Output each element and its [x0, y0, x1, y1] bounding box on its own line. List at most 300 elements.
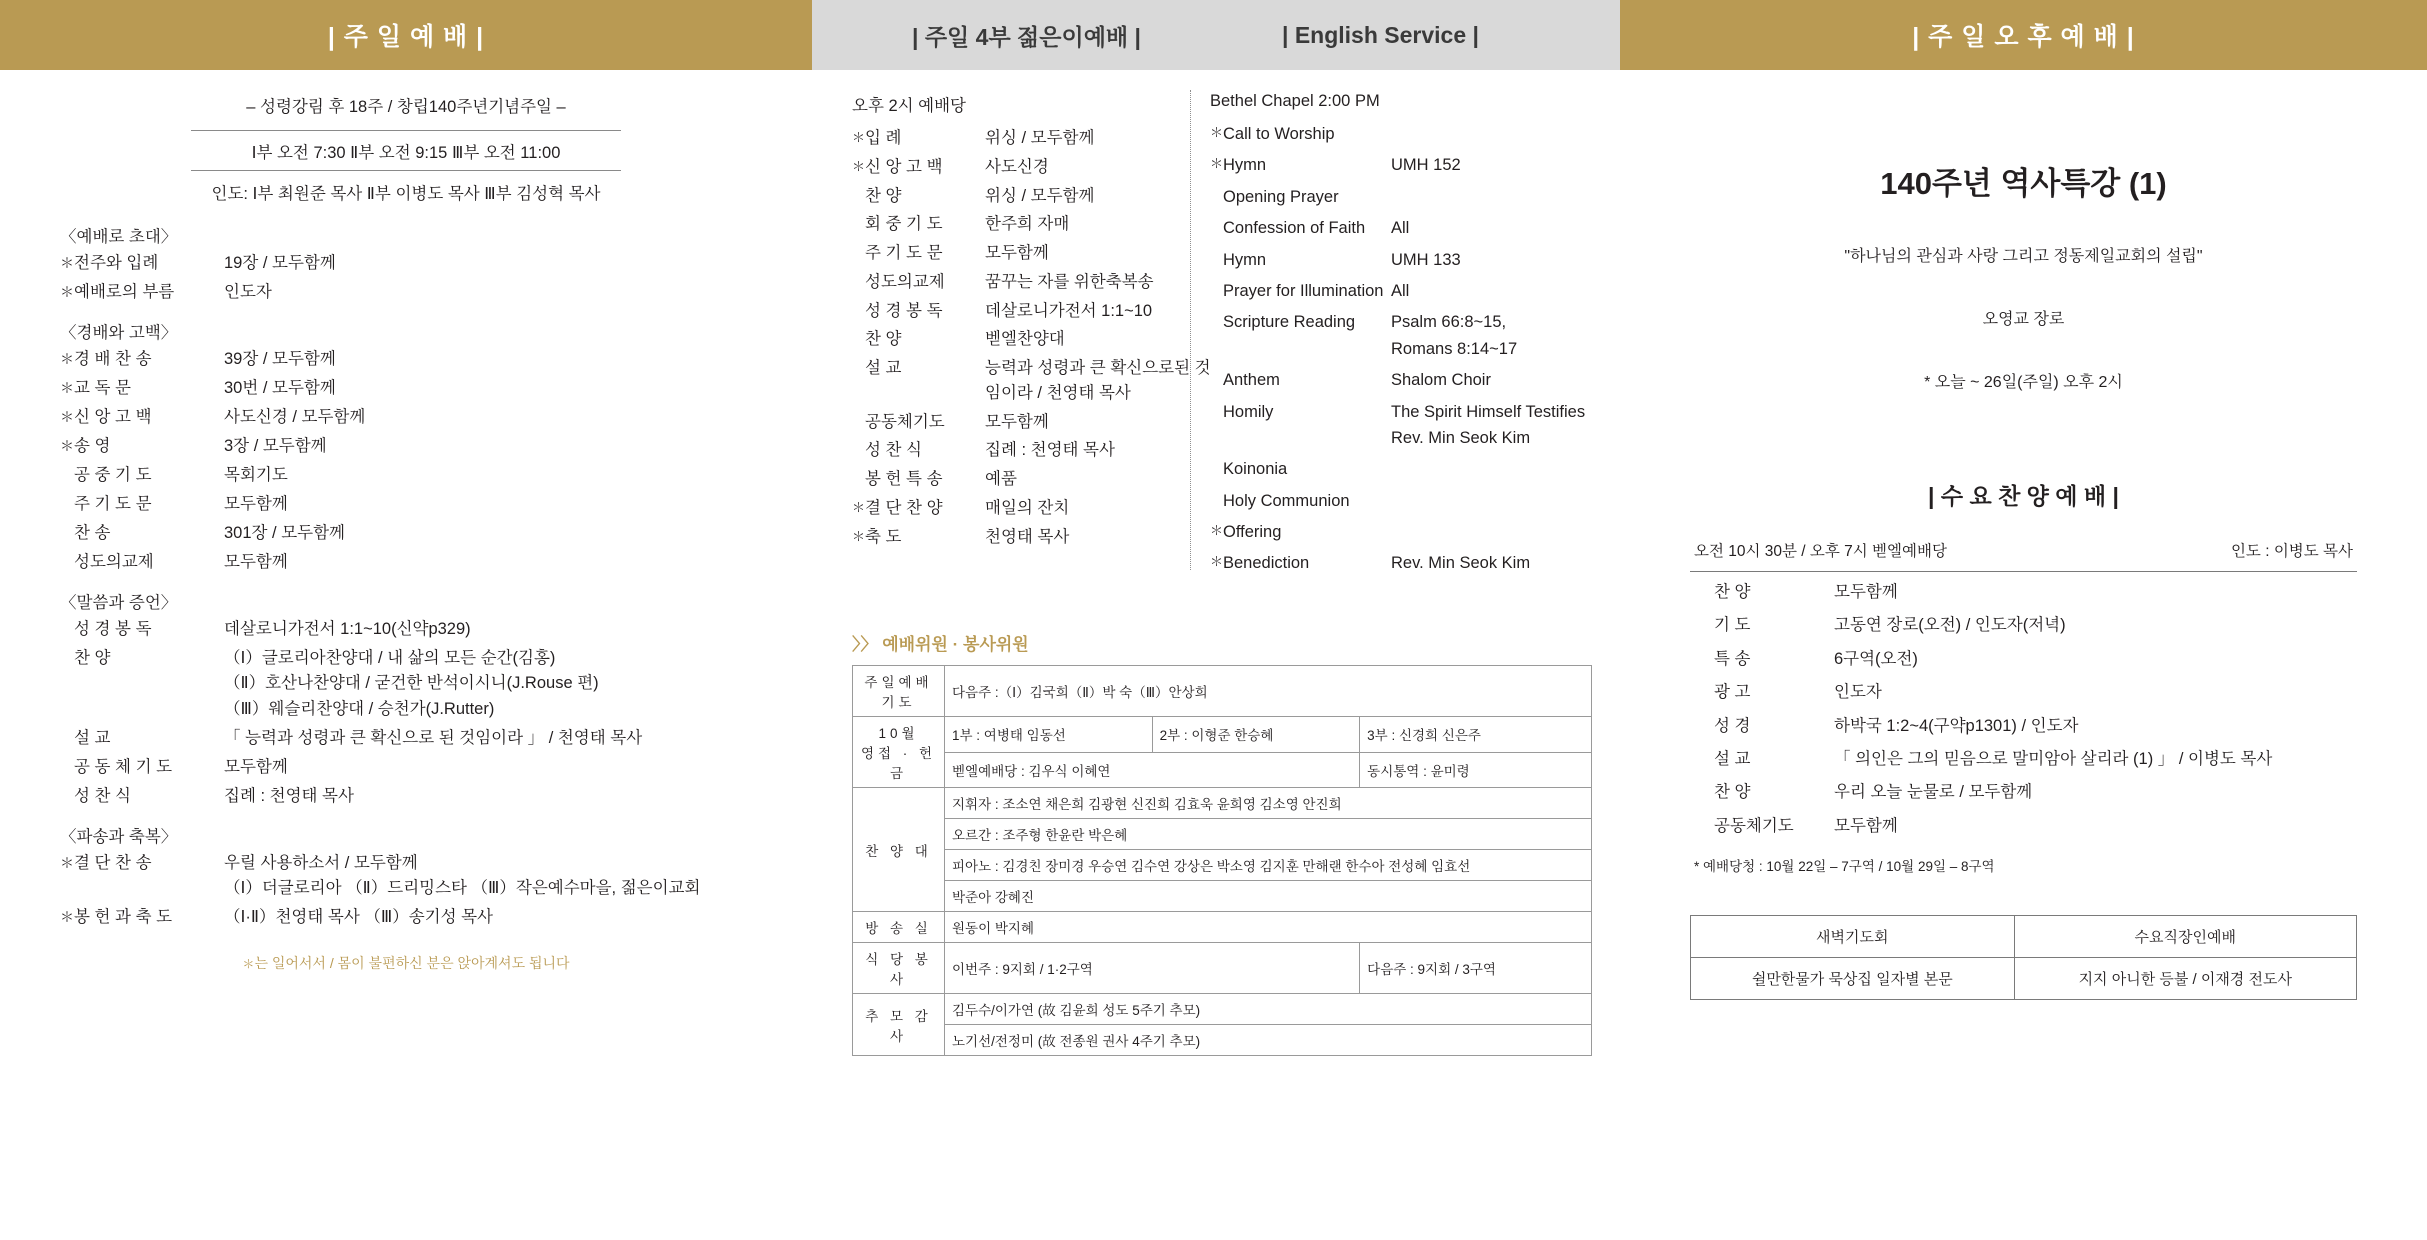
order-row [1210, 456, 1600, 482]
order-row-label: 설 교 [865, 359, 902, 377]
order-row [852, 327, 1212, 352]
order-row [60, 280, 752, 306]
standing-mark [1210, 184, 1223, 186]
standing-mark: ＊ [60, 379, 74, 396]
standing-mark [1210, 215, 1223, 217]
order-row [852, 270, 1212, 295]
section-heading: 〈경배와 고백〉 [60, 323, 178, 342]
order-row-label: 주 기 도 문 [865, 244, 943, 262]
column-sunday-worship [0, 70, 812, 1240]
order-row-value [224, 347, 752, 373]
standing-mark [60, 726, 74, 728]
order-row-label: 공동체기도 [865, 412, 945, 431]
order-row-value [224, 434, 752, 460]
order-row-value-main: 모두함께 [985, 244, 1049, 262]
order-row-value-main: All [1391, 219, 1410, 238]
order-row [852, 299, 1212, 324]
wednesday-band-title: | 수 요 찬 양 예 배 | [1928, 483, 2119, 509]
standing-mark: ＊ [1210, 523, 1224, 539]
order-row-value [224, 376, 752, 402]
order-row-label: 성도의교제 [865, 272, 945, 291]
standing-mark: ＊ [60, 350, 74, 367]
order-row-sub: （Ⅱ）호산나찬양대 / 굳건한 반석이시니(J.Rouse 편) [224, 674, 599, 693]
order-row-value-main: 꿈꾸는 자를 위한 [985, 272, 1106, 291]
header-english-title: | English Service | [1282, 21, 1479, 48]
order-row [60, 617, 752, 643]
order-row-value [224, 492, 752, 518]
order-row-label: 공 동 체 기 도 [74, 757, 173, 776]
standing-mark [852, 438, 865, 440]
order-row [852, 438, 1212, 463]
order-row [852, 410, 1212, 435]
order-row-label: 공동체기도 [1714, 816, 1794, 835]
order-row [1210, 278, 1600, 304]
order-row-value-main: 「 능력과 성령과 큰 확신으로 된 것임이라 」 / 천영태 목사 [224, 728, 643, 747]
order-row-value-main: Shalom Choir [1391, 371, 1491, 390]
order-row-value [1391, 215, 1600, 241]
sunday-intro-line2: Ⅰ부 오전 7:30 Ⅱ부 오전 9:15 Ⅲ부 오전 11:00 [251, 144, 561, 163]
standing-mark: ＊ [852, 130, 866, 145]
standing-mark [60, 755, 74, 757]
header-afternoon-worship [1620, 0, 2427, 70]
sunday-intro-line1: – 성령강림 후 18주 / 창립140주년기념주일 – [246, 98, 566, 116]
order-row-value-main: 데살로니가전서 1:1~10(신약p329) [224, 619, 471, 638]
order-row-label: Offering [1223, 523, 1282, 542]
youth-time-place: 오후 2시 예배당 [852, 97, 966, 115]
committee-cell: 다음주 :（Ⅰ）김국희（Ⅱ）박 숙（Ⅲ）안상희 [945, 666, 1592, 717]
order-row [1210, 309, 1600, 362]
header-sunday-worship-title: | 주 일 예 배 | [327, 23, 485, 51]
order-row-value-main: UMH 133 [1391, 250, 1461, 269]
order-row [60, 463, 752, 489]
order-row-sub: Rev. Min Seok Kim [1391, 428, 1531, 447]
wednesday-worker-header: 수요직장인예배 [2014, 916, 2356, 958]
standing-mark [852, 410, 865, 412]
order-row-label: 입 례 [865, 129, 902, 147]
lecture-title: 140주년 역사특강 (1) [1880, 166, 2167, 201]
order-row-value [985, 496, 1212, 521]
order-row-label: 성 경 봉 독 [865, 301, 943, 320]
order-row-sub: （Ⅲ）웨슬리찬양대 / 승천가(J.Rutter) [224, 699, 495, 718]
standing-mark [1210, 309, 1223, 311]
committee-cell: 오르간 : 조주형 한윤란 박은혜 [945, 819, 1592, 850]
standing-mark [852, 467, 865, 469]
order-row-value [985, 155, 1212, 180]
table-row-header [1691, 916, 2357, 958]
order-row-label: 축 도 [865, 527, 902, 546]
order-row-label: 광 고 [1714, 683, 1751, 702]
standing-mark [1210, 399, 1223, 401]
standing-mark [852, 299, 865, 301]
order-row-label: 찬 양 [74, 648, 111, 667]
order-row-label: 찬 양 [1714, 783, 1751, 802]
order-row-value-main: 목회기도 [224, 465, 288, 484]
order-row-sub: 된 것임이라 / 천영태 목사 [985, 359, 1211, 402]
wednesday-worker-text: 지지 아니한 등불 / 이재경 전도사 [2014, 958, 2356, 1000]
order-row-label: 설 교 [74, 728, 111, 747]
wednesday-leader: 인도 : 이병도 목사 [2230, 543, 2353, 560]
committee-cell: 이번주 : 9지회 / 1·2구역 [945, 943, 1360, 994]
order-row-label: 신 앙 고 백 [865, 157, 943, 176]
order-row [60, 347, 752, 373]
standing-mark: ＊ [60, 854, 74, 871]
order-row [60, 521, 752, 547]
order-row-value-main: 30번 / 모두함께 [224, 378, 336, 397]
order-row [1210, 247, 1600, 273]
order-row [852, 356, 1212, 406]
wednesday-time-line [1690, 539, 2357, 572]
order-row-value [985, 410, 1212, 435]
order-row [852, 467, 1212, 492]
standing-mark: ＊ [60, 437, 74, 454]
standing-mark [60, 784, 74, 786]
order-row-value [985, 270, 1212, 295]
order-row-value [1391, 247, 1600, 273]
sunday-footnote-mark: ＊ [242, 956, 255, 971]
order-row-label: Hymn [1223, 250, 1267, 269]
committee-row-key: 10월 영접 · 헌금 [853, 717, 945, 788]
order-row [852, 212, 1212, 237]
order-row-value [224, 405, 752, 431]
order-row-label: 성도의교제 [74, 553, 154, 572]
order-row [60, 726, 752, 752]
order-row-value: 「 의인은 그의 믿음으로 말미암아 살리라 (1) 」 / 이병도 목사 [1834, 749, 2273, 768]
committee-cell: 3부 : 신경희 신은주 [1360, 717, 1592, 753]
order-row-label: 기 도 [1714, 616, 1751, 635]
lecture-schedule: * 오늘 ~ 26일(주일) 오후 2시 [1924, 374, 2123, 391]
order-row-label: 예배로의 부름 [74, 283, 175, 302]
order-row-value-main: 모두함께 [224, 757, 288, 776]
order-row [1690, 579, 2357, 605]
standing-mark: ＊ [852, 528, 866, 544]
order-row-value [1391, 550, 1600, 576]
order-row-label: 찬 양 [865, 330, 902, 349]
dawn-prayer-header: 새벽기도회 [1691, 916, 2015, 958]
section-heading: 〈파송과 축복〉 [60, 827, 178, 846]
order-row-value [1391, 278, 1600, 304]
order-row-label: 경 배 찬 송 [74, 349, 152, 368]
order-row-value-main: 집례 : 천영태 목사 [224, 787, 354, 806]
order-row-value-main: 39장 / 모두함께 [224, 349, 336, 368]
order-row-value [985, 327, 1212, 352]
order-row-label: 주 기 도 문 [74, 494, 152, 513]
order-row-value-main: UMH 152 [1391, 156, 1461, 175]
order-row-label: 설 교 [1714, 749, 1751, 768]
order-row [60, 905, 752, 931]
standing-mark: ＊ [1210, 125, 1224, 140]
order-row [60, 646, 752, 723]
standing-mark: ＊ [60, 255, 74, 272]
standing-mark [60, 617, 74, 619]
order-row-value-main: 3장 / 모두함께 [224, 436, 327, 455]
order-row-label: 송 영 [74, 436, 111, 455]
order-row-label: 공 중 기 도 [74, 465, 152, 484]
sunday-footnote-text: 는 일어서서 / 몸이 불편하신 분은 앉아계셔도 됩니다 [254, 954, 570, 971]
standing-mark: ＊ [60, 909, 74, 926]
order-row-sub: 축복송 [1105, 272, 1154, 291]
order-row-value: 하박국 1:2~4(구약p1301) / 인도자 [1834, 716, 2079, 735]
order-row-label: 찬 양 [865, 186, 902, 205]
standing-mark [1210, 367, 1223, 369]
standing-mark: ＊ [852, 499, 866, 515]
order-row-value-main: 인도자 [224, 283, 272, 302]
header-youth-english [812, 0, 1620, 70]
standing-mark [1210, 488, 1223, 490]
order-row [60, 434, 752, 460]
order-row-value-main: 301장 / 모두함께 [224, 524, 345, 543]
order-row-label: 교 독 문 [74, 378, 131, 397]
wednesday-note: * 예배당청 : 10월 22일 – 7구역 / 10월 29일 – 8구역 [1694, 859, 1995, 875]
order-row [852, 126, 1212, 151]
order-row [1690, 813, 2357, 839]
order-row-value [985, 184, 1212, 209]
order-row-value-main: 모두함께 [224, 494, 288, 513]
committee-cell: 박준아 강혜진 [945, 881, 1592, 912]
standing-mark [60, 550, 74, 552]
order-row [60, 851, 752, 902]
standing-mark: ＊ [852, 158, 866, 174]
order-row [1690, 746, 2357, 772]
order-row-value [985, 241, 1212, 266]
order-row [852, 184, 1212, 209]
standing-mark [60, 463, 74, 465]
order-row-label: 봉 헌 과 축 도 [74, 908, 173, 927]
order-row-value [985, 525, 1212, 550]
order-row-value-main: 한주희 자매 [985, 215, 1070, 234]
order-row-value [985, 212, 1212, 237]
order-row-value [224, 521, 752, 547]
order-row-value [985, 467, 1212, 492]
standing-mark [852, 241, 865, 243]
order-row-label: 성 경 봉 독 [74, 619, 152, 638]
order-row-value-main: （Ⅰ）글로리아찬양대 / 내 삶의 모든 순간(김홍) [224, 648, 556, 667]
english-time-place: Bethel Chapel 2:00 PM [1210, 92, 1380, 110]
order-row [1690, 646, 2357, 672]
committee-row-key: 찬 양 대 [853, 788, 945, 912]
order-row-value-main: 위싱 / 모두함께 [985, 186, 1095, 205]
committee-row-key: 식 당 봉 사 [853, 943, 945, 994]
order-row-value-main: （Ⅰ·Ⅱ）천영태 목사 （Ⅲ）송기성 목사 [224, 908, 494, 927]
order-row-label: Call to Worship [1223, 125, 1335, 143]
committee-cell: 벧엘예배당 : 김우식 이혜연 [945, 752, 1360, 788]
order-row [60, 492, 752, 518]
committee-cell: 노기선/전정미 (故 전종원 권사 4주기 추모) [945, 1025, 1592, 1056]
order-row-value-main: 능력과 성령과 큰 확신으로 [985, 359, 1175, 377]
column-english-service [1190, 70, 1620, 1240]
header-afternoon-worship-title: | 주 일 오 후 예 배 | [1912, 23, 2135, 51]
order-row-value-main: 데살로니가전서 1:1~10 [985, 301, 1153, 320]
order-row-label: Prayer for Illumination [1223, 281, 1384, 300]
section-heading: 〈예배로 초대〉 [60, 228, 178, 247]
order-row-value [224, 905, 752, 931]
order-row [1690, 779, 2357, 805]
order-row-label: 찬 송 [74, 524, 111, 543]
committee-cell: 다음주 : 9지회 / 3구역 [1360, 943, 1592, 994]
order-row [1210, 215, 1600, 241]
committee-cell: 동시통역 : 윤미령 [1360, 752, 1592, 788]
order-row-value-main: Psalm 66:8~15, [1391, 313, 1507, 332]
order-row-value [985, 299, 1212, 324]
order-row [1210, 121, 1600, 147]
order-row-label: 회 중 기 도 [865, 215, 943, 234]
order-row [1210, 550, 1600, 576]
order-row [60, 405, 752, 431]
order-row-value-main: 우릴 사용하소서 / 모두함께 [224, 853, 418, 872]
order-row-label: Homily [1223, 402, 1274, 421]
english-order-list [1210, 121, 1600, 577]
order-row-label: 신 앙 고 백 [74, 407, 152, 426]
order-row [60, 755, 752, 781]
order-row-sub: （Ⅰ）더글로리아 （Ⅱ）드리밍스타 （Ⅲ）작은예수마을, 젊은이교회 [224, 879, 701, 898]
committee-cell: 1부 : 여병태 임동선 [945, 717, 1153, 753]
sunday-footnote [60, 953, 752, 973]
committee-cell: 2부 : 이형준 한승혜 [1152, 717, 1360, 753]
order-row-value-main: All [1391, 281, 1410, 300]
order-row-value-main: 매일의 잔치 [985, 498, 1070, 517]
lecture-speaker: 오영교 장로 [1982, 311, 2065, 328]
committee-row-key: 주일예배기도 [853, 666, 945, 717]
header-youth-title: | 주일 4부 젊은이예배 | [912, 23, 1141, 50]
order-row-value-main: 집례 : 천영태 목사 [985, 441, 1115, 460]
standing-mark [852, 327, 865, 329]
order-row [1210, 184, 1600, 210]
committee-title: 〉〉 예배위원 · 봉사위원 [852, 635, 1029, 654]
section-heading: 〈말씀과 증언〉 [60, 593, 178, 612]
order-row-value-main: 사도신경 / 모두함께 [224, 407, 366, 426]
order-row-label: 결 단 찬 양 [865, 498, 943, 517]
committee-cell: 피아노 : 김경친 장미경 우승연 김수연 강상은 박소영 김지훈 만해랜 한수아 전성혜 임효선 [945, 850, 1592, 881]
sunday-intro-line3: 인도: Ⅰ부 최원준 목사 Ⅱ부 이병도 목사 Ⅲ부 김성혁 목사 [211, 184, 601, 203]
order-row-value [1391, 309, 1600, 362]
order-row-label: Anthem [1223, 371, 1280, 390]
order-row [60, 550, 752, 576]
order-row [60, 251, 752, 277]
order-row-value [1391, 152, 1600, 178]
order-row [1690, 612, 2357, 638]
order-row-label: Benediction [1223, 554, 1310, 573]
order-row-label: Confession of Faith [1223, 219, 1366, 238]
order-row-value-main: 19장 / 모두함께 [224, 254, 336, 273]
order-row-value: 우리 오늘 눈물로 / 모두함께 [1834, 783, 2033, 802]
wednesday-order-list [1690, 579, 2357, 839]
order-row-value-main: 위싱 / 모두함께 [985, 129, 1095, 147]
committee-row-key: 방 송 실 [853, 912, 945, 943]
table-row [1691, 958, 2357, 1000]
committee-row-key: 추 모 감 사 [853, 994, 945, 1056]
order-row-value [224, 617, 752, 643]
order-row-value-main: 모두함께 [224, 553, 288, 572]
order-row [1210, 519, 1600, 545]
order-row-label: 성 경 [1714, 716, 1751, 735]
youth-order-list [852, 126, 1212, 549]
column-afternoon [1620, 70, 2427, 1240]
standing-mark [1210, 278, 1223, 280]
standing-mark: ＊ [1210, 156, 1224, 172]
order-row-value: 모두함께 [1834, 583, 1898, 601]
order-row-value: 인도자 [1834, 683, 1882, 702]
order-row-value [224, 550, 752, 576]
order-row-label: Hymn [1223, 156, 1267, 175]
standing-mark [60, 646, 74, 648]
order-row [852, 241, 1212, 266]
prayer-meetings-table [1690, 915, 2357, 1000]
order-row [1690, 679, 2357, 705]
order-row [1210, 399, 1600, 452]
order-row-label: 전주와 입례 [74, 254, 159, 273]
order-row-value [224, 784, 752, 810]
order-row-value-main: Rev. Min Seok Kim [1391, 554, 1531, 573]
order-row-value [985, 356, 1212, 406]
standing-mark [60, 521, 74, 523]
order-row-value-main: 예품 [985, 470, 1017, 488]
standing-mark: ＊ [60, 284, 74, 301]
order-row-label: 봉 헌 특 송 [865, 470, 943, 488]
order-row-value-main: 벧엘찬양대 [985, 330, 1065, 349]
order-row-label: Scripture Reading [1223, 313, 1356, 332]
order-row [852, 496, 1212, 521]
order-row-label: Holy Communion [1223, 491, 1350, 510]
order-row-value [224, 463, 752, 489]
order-row-value [224, 755, 752, 781]
order-row [1690, 713, 2357, 739]
order-row [60, 784, 752, 810]
order-row-label: Koinonia [1223, 460, 1288, 479]
order-row-label: 결 단 찬 송 [74, 853, 152, 872]
order-row-label: 특 송 [1714, 649, 1751, 668]
standing-mark [60, 492, 74, 494]
sunday-order-list [60, 223, 752, 931]
order-row-value-main: The Spirit Himself Testifies [1391, 402, 1586, 421]
header-sunday-worship [0, 0, 812, 70]
standing-mark [852, 356, 865, 358]
order-row-value [1391, 399, 1600, 452]
standing-mark [852, 270, 865, 272]
order-row [852, 525, 1212, 550]
committee-cell: 원동이 박지혜 [945, 912, 1592, 943]
order-row-label: 찬 양 [1714, 583, 1751, 601]
standing-mark: ＊ [1210, 554, 1224, 570]
order-row-value-main: 천영태 목사 [985, 527, 1070, 546]
order-row-value [224, 280, 752, 306]
order-row-value [985, 438, 1212, 463]
order-row-value [224, 726, 752, 752]
lecture-subtitle: "하나님의 관심과 사랑 그리고 정동제일교회의 설립" [1844, 248, 2203, 265]
standing-mark [852, 212, 865, 214]
committee-cell: 지휘자 : 조소연 채은희 김광현 신진희 김효욱 윤희영 김소영 안진희 [945, 788, 1592, 819]
standing-mark [1210, 247, 1223, 249]
order-row [60, 376, 752, 402]
order-row-value [1391, 367, 1600, 393]
order-row [1210, 152, 1600, 178]
standing-mark: ＊ [60, 408, 74, 425]
order-row-value-main: 모두함께 [985, 412, 1049, 431]
order-row-label: Opening Prayer [1223, 187, 1339, 206]
order-row-value: 6구역(오전) [1834, 649, 1918, 668]
order-row-sub: Romans 8:14~17 [1391, 339, 1518, 358]
order-row-value: 고동연 장로(오전) / 인도자(저녁) [1834, 616, 2066, 635]
wednesday-time: 오전 10시 30분 / 오후 7시 벧엘예배당 [1694, 543, 1947, 560]
order-row-value [224, 851, 752, 902]
order-row [1210, 488, 1600, 514]
standing-mark [852, 184, 865, 186]
dawn-prayer-text: 쉴만한물가 묵상집 일자별 본문 [1691, 958, 2015, 1000]
order-row-value [985, 126, 1212, 151]
order-row-value [224, 251, 752, 277]
standing-mark [1210, 456, 1223, 458]
order-row [1210, 367, 1600, 393]
order-row-value [224, 646, 752, 723]
order-row [852, 155, 1212, 180]
